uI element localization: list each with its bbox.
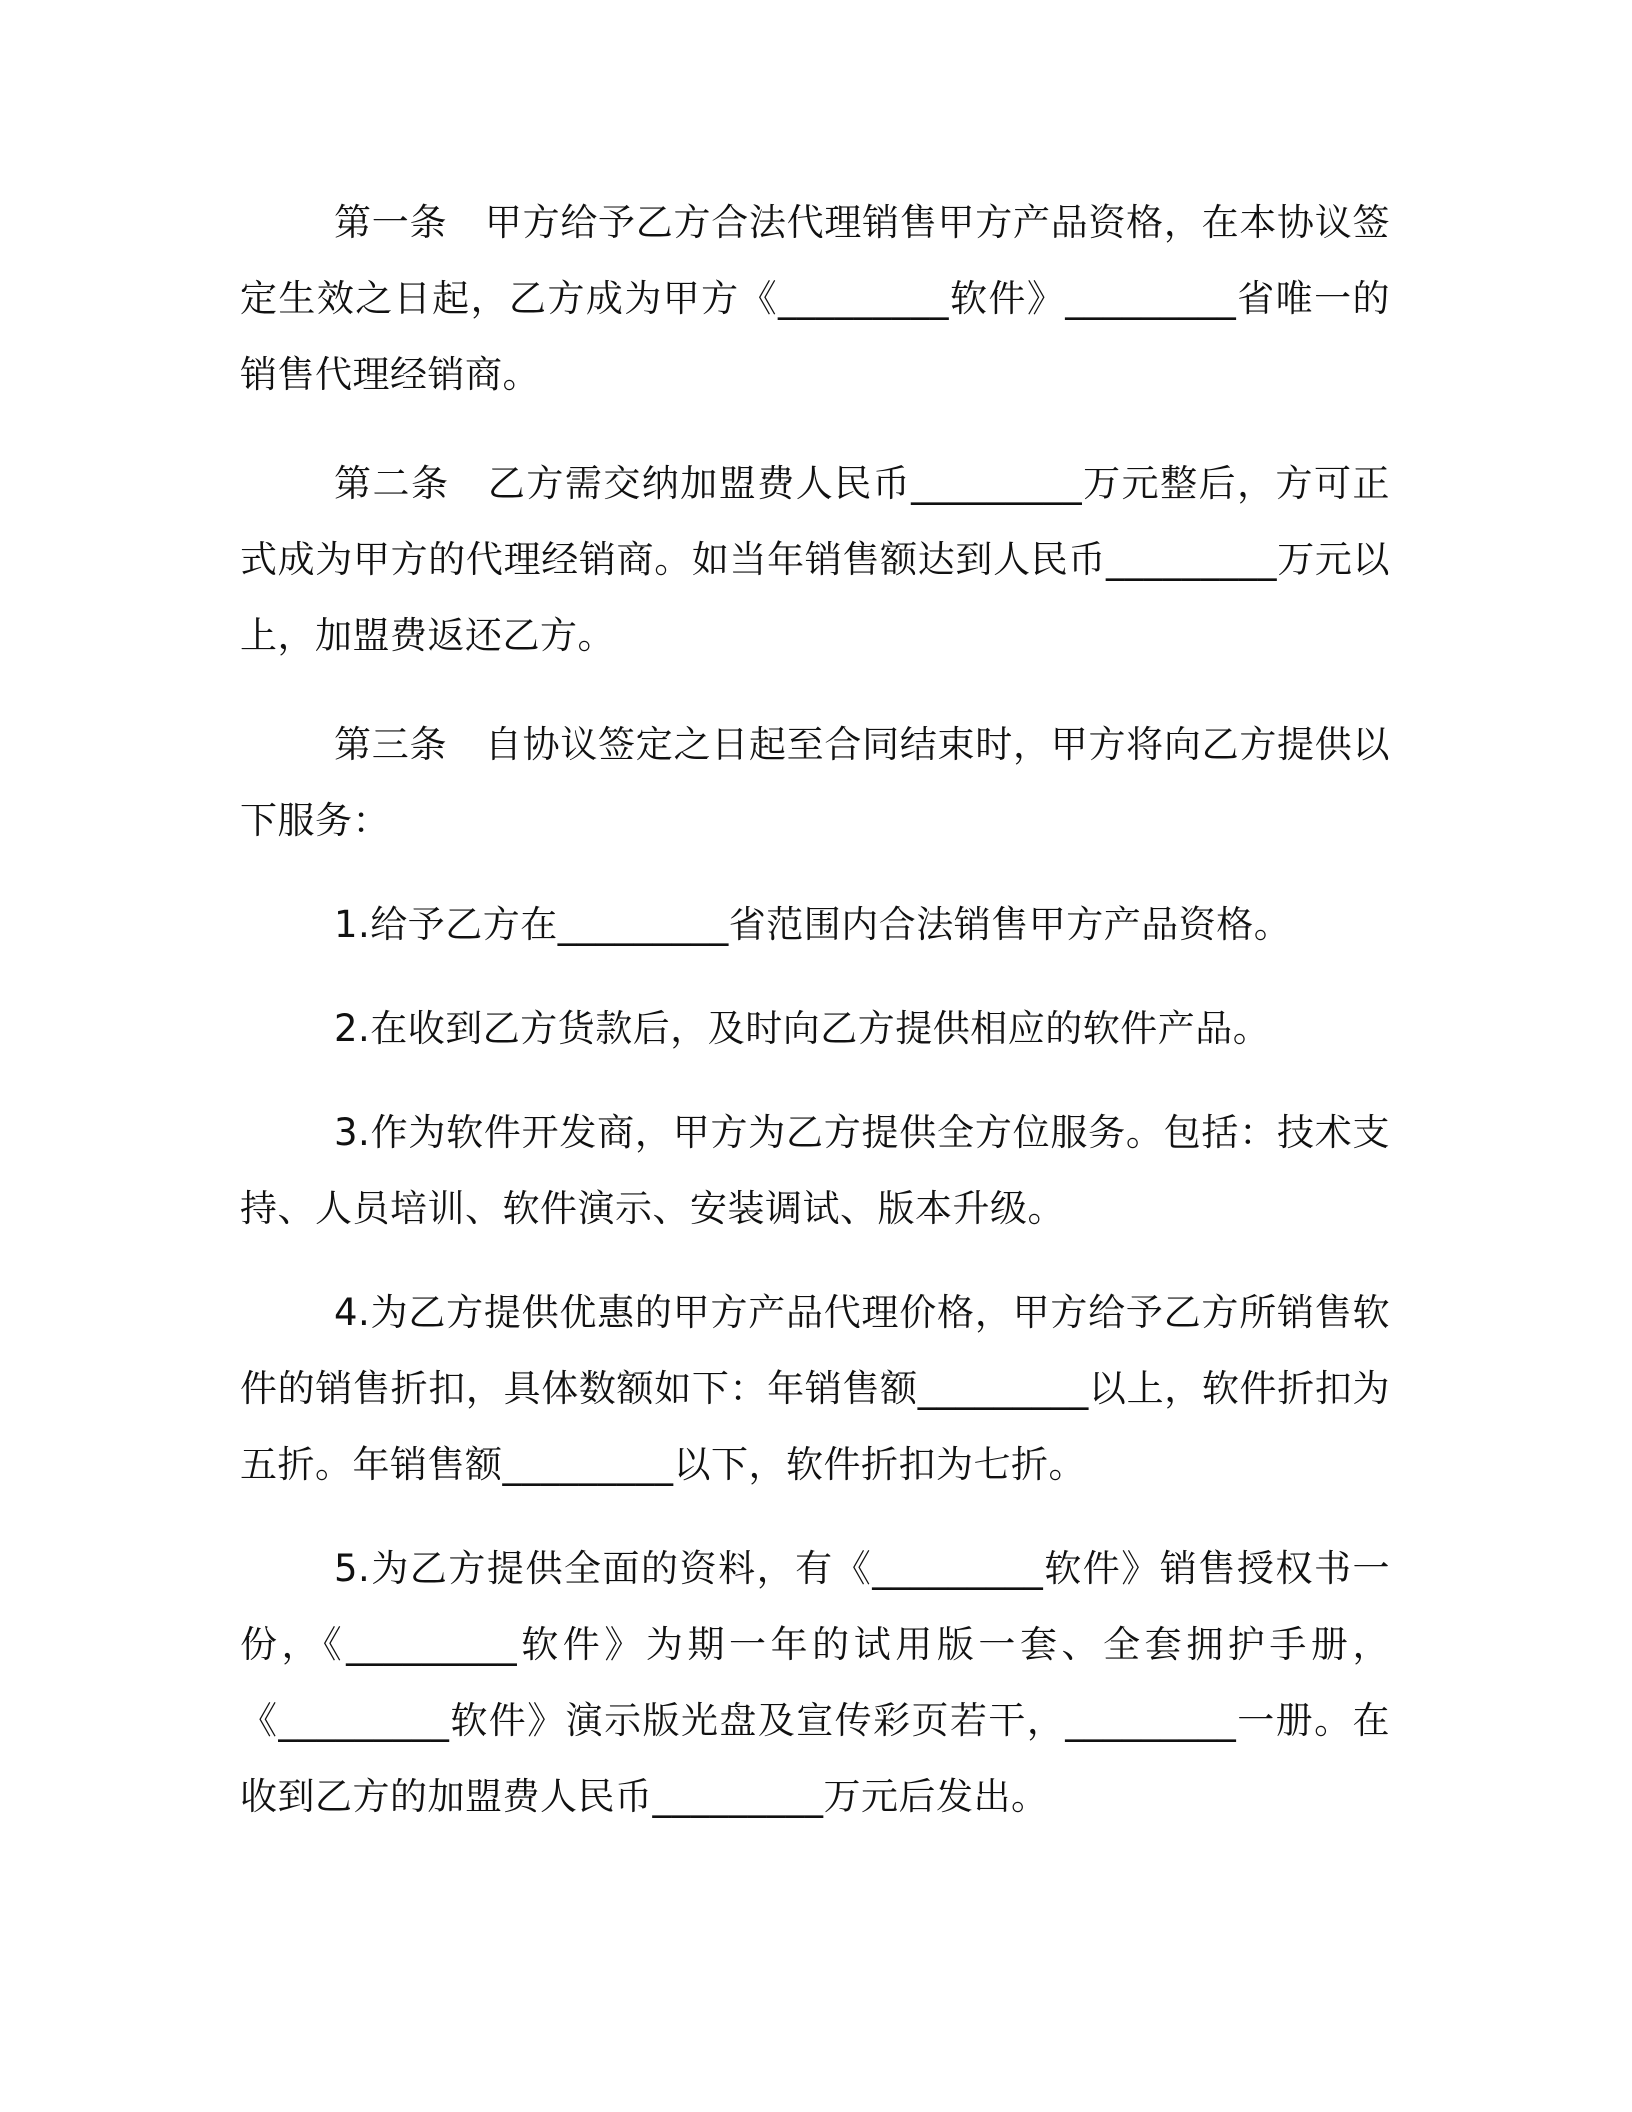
- article-3-paragraph: 第三条 自协议签定之日起至合同结束时，甲方将向乙方提供以下服务：: [240, 723, 1390, 842]
- article-1-paragraph: 第一条 甲方给予乙方合法代理销售甲方产品资格，在本协议签定生效之日起，乙方成为甲方《_________软件》_________省唯一的销售代理经销商。: [240, 201, 1390, 396]
- contract-body: [240, 185, 1390, 1835]
- service-item-4: 4.为乙方提供优惠的甲方产品代理价格，甲方给予乙方所销售软件的销售折扣，具体数额如下：年销售额_________以上，软件折扣为五折。年销售额_________以下，软件折扣为七折。: [240, 1291, 1390, 1486]
- service-item-5: 5.为乙方提供全面的资料，有《_________软件》销售授权书一份，《_________软件》为期一年的试用版一套、全套拥护手册，《_________软件》演示版光盘及宣传彩页若干，_________一册。在收到乙方的加盟费人民币_________万元后发出。: [240, 1547, 1390, 1818]
- service-item-3: 3.作为软件开发商，甲方为乙方提供全方位服务。包括：技术支持、人员培训、软件演示、安装调试、版本升级。: [240, 1111, 1390, 1230]
- article-2-paragraph: 第二条 乙方需交纳加盟费人民币_________万元整后，方可正式成为甲方的代理经销商。如当年销售额达到人民币_________万元以上，加盟费返还乙方。: [240, 462, 1390, 657]
- service-item-2: 2.在收到乙方货款后，及时向乙方提供相应的软件产品。: [334, 1007, 1271, 1050]
- service-item-1: 1.给予乙方在_________省范围内合法销售甲方产品资格。: [334, 903, 1292, 946]
